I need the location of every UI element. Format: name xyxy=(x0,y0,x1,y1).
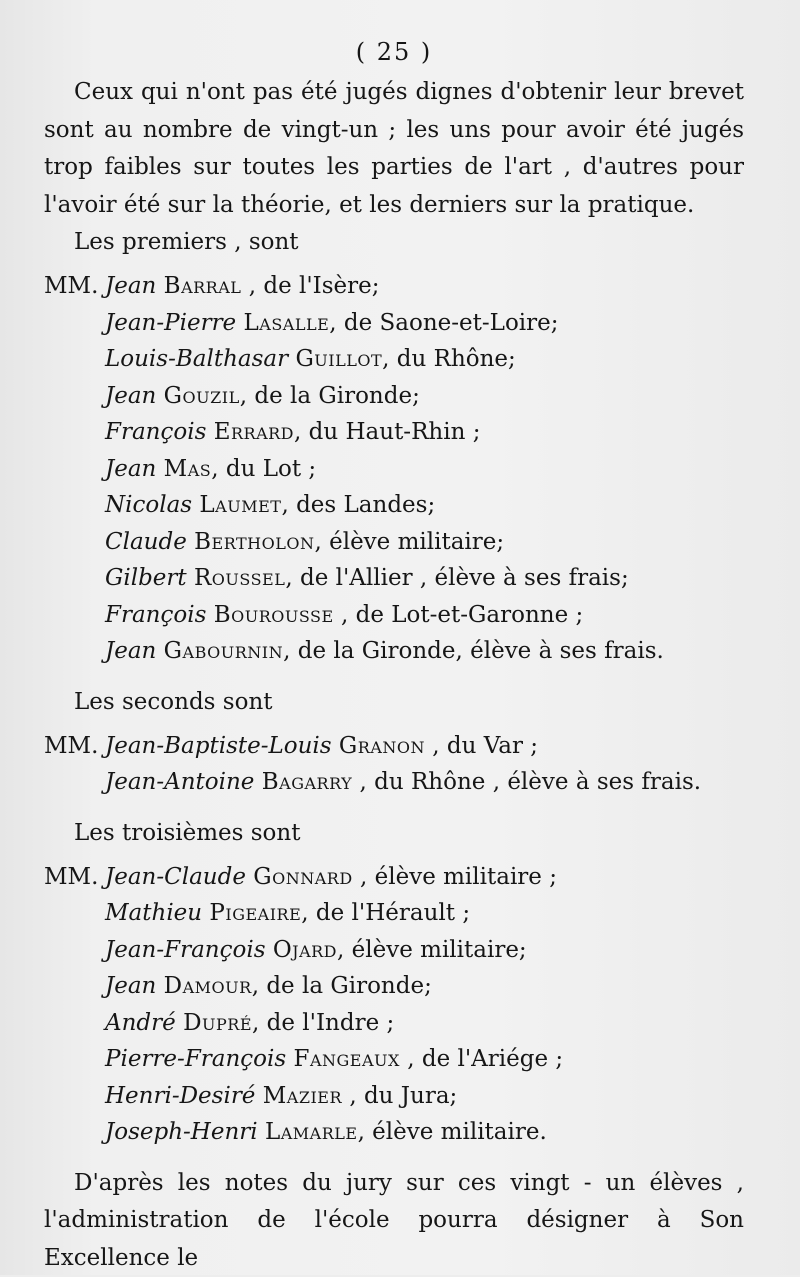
list-item: Jean Damour, de la Gironde; xyxy=(44,968,744,1005)
closing-paragraph: D'après les notes du jury sur ces vingt - un élèves , l'administration de l'école pourra désigner à Son Excellence le xyxy=(44,1165,744,1277)
list-item: MM. Jean-Claude Gonnard , élève militaire ; xyxy=(44,859,744,896)
list-premiers xyxy=(44,268,744,670)
list-item: Joseph-Henri Lamarle, élève militaire. xyxy=(44,1114,744,1151)
list-item: Claude Bertholon, élève militaire; xyxy=(44,524,744,561)
list-item: Henri-Desiré Mazier , du Jura; xyxy=(44,1078,744,1115)
mm-prefix: MM. xyxy=(44,268,105,305)
page-number: ( 25 ) xyxy=(44,30,744,74)
list-item: François Bourousse , de Lot-et-Garonne ; xyxy=(44,597,744,634)
list-item: Jean Gabournin, de la Gironde, élève à ses frais. xyxy=(44,633,744,670)
list-item: MM. Jean Barral , de l'Isère; xyxy=(44,268,744,305)
list-item: François Errard, du Haut-Rhin ; xyxy=(44,414,744,451)
list-item: Pierre-François Fangeaux , de l'Ariége ; xyxy=(44,1041,744,1078)
group-heading-troisiemes: Les troisièmes sont xyxy=(44,815,744,855)
list-item: André Dupré, de l'Indre ; xyxy=(44,1005,744,1042)
list-item: Jean Mas, du Lot ; xyxy=(44,451,744,488)
list-item: Nicolas Laumet, des Landes; xyxy=(44,487,744,524)
list-item: Jean Gouzil, de la Gironde; xyxy=(44,378,744,415)
page-content xyxy=(44,30,744,1277)
list-troisiemes xyxy=(44,859,744,1151)
mm-prefix: MM. xyxy=(44,859,105,896)
group-heading-premiers: Les premiers , sont xyxy=(44,224,744,264)
mm-prefix: MM. xyxy=(44,728,105,765)
intro-paragraph: Ceux qui n'ont pas été jugés dignes d'obtenir leur brevet sont au nombre de vingt-un ; les uns pour avoir été jugés trop faibles sur toutes les parties de l'art , d'autres pour l'avoir été sur la théorie, et les derniers sur la pratique. xyxy=(44,74,744,224)
list-seconds xyxy=(44,728,744,801)
list-item: Jean-Antoine Bagarry , du Rhône , élève à ses frais. xyxy=(44,764,744,801)
list-item: Gilbert Roussel, de l'Allier , élève à ses frais; xyxy=(44,560,744,597)
list-item: MM. Jean-Baptiste-Louis Granon , du Var ; xyxy=(44,728,744,765)
list-item: Jean-Pierre Lasalle, de Saone-et-Loire; xyxy=(44,305,744,342)
list-item: Jean-François Ojard, élève militaire; xyxy=(44,932,744,969)
group-heading-seconds: Les seconds sont xyxy=(44,684,744,724)
list-item: Louis-Balthasar Guillot, du Rhône; xyxy=(44,341,744,378)
list-item: Mathieu Pigeaire, de l'Hérault ; xyxy=(44,895,744,932)
